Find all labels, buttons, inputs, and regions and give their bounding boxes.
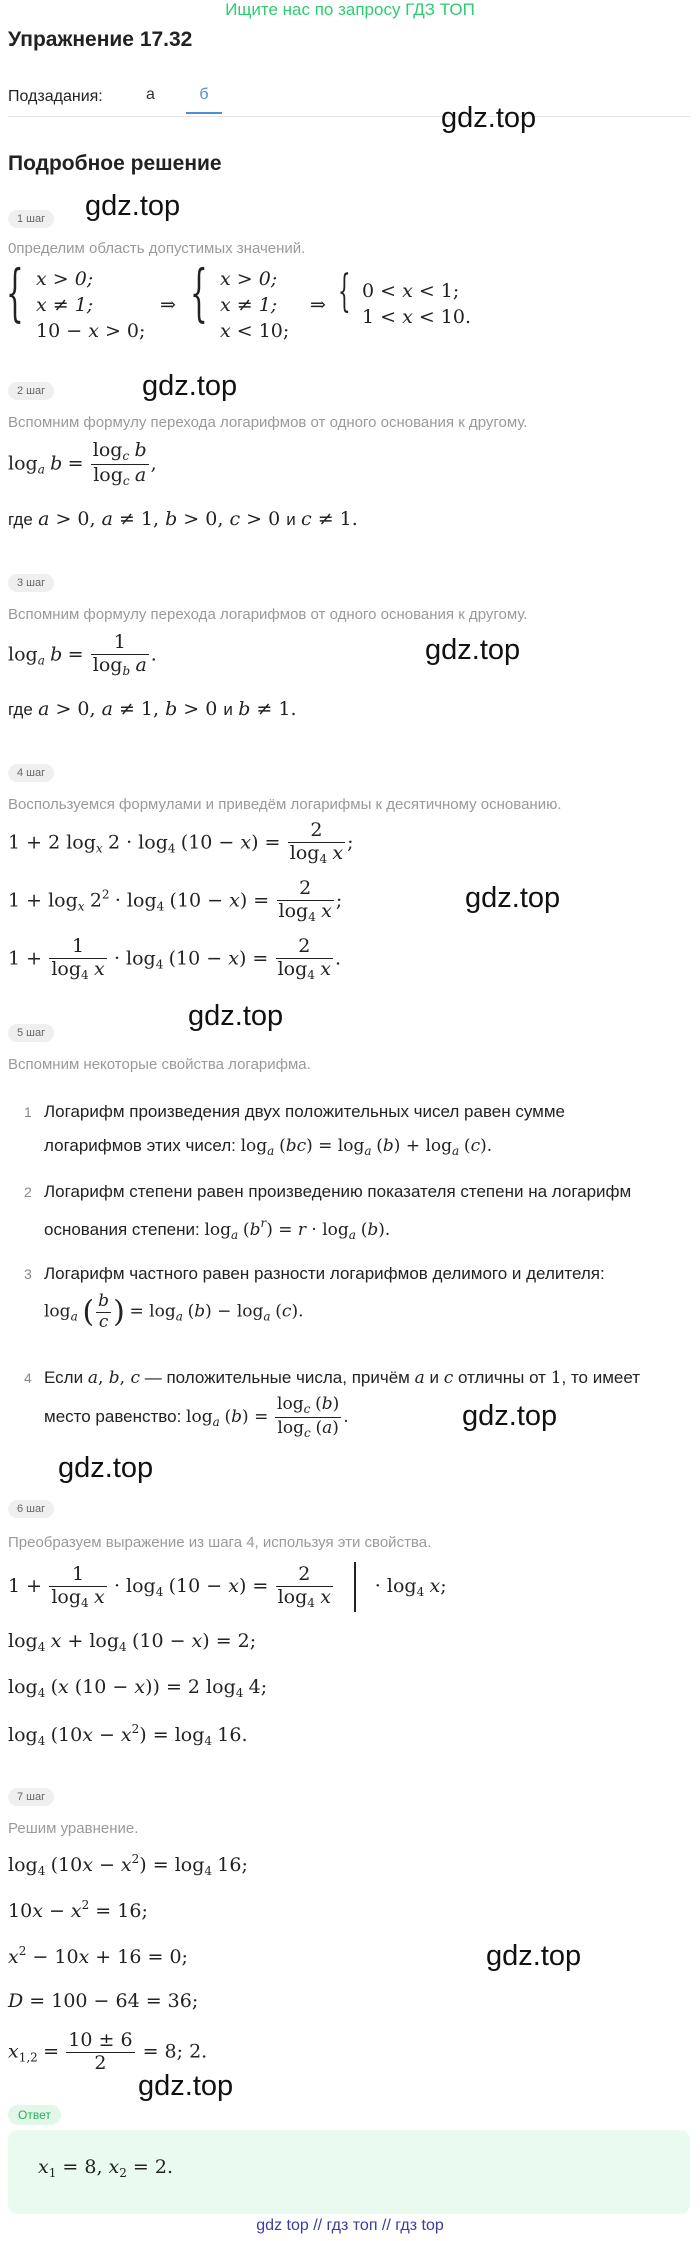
property-text: Логарифм частного равен разности логарифмов делимого и делителя: bbox=[44, 1264, 605, 1283]
step-note: Вспомним некоторые свойства логарифма. bbox=[8, 1056, 311, 1073]
watermark: gdz.top bbox=[58, 1452, 154, 1484]
equation-line: $\log_4 (10x - x^2) = \log_4 16$; bbox=[8, 1852, 248, 1878]
watermark: gdz.top bbox=[138, 2070, 234, 2102]
answer-badge: Ответ bbox=[8, 2105, 61, 2125]
step-note: Воспользуемся формулами и приведём логарифмы к десятичному основанию. bbox=[8, 796, 562, 813]
formula-conditions: где a > 0, a ≠ 1, b > 0 и b ≠ 1. bbox=[8, 698, 297, 720]
watermark: gdz.top bbox=[85, 190, 181, 222]
watermark: gdz.top bbox=[465, 882, 561, 914]
property-text: Если a, b, c — положительные числа, причём a и c отличны от 1, то имеет bbox=[44, 1368, 641, 1388]
watermark: gdz.top bbox=[462, 1400, 558, 1432]
equation-line: 1 + $\frac{1}{\log_4 x}$ · $\log_4 (10 - x)$ = $\frac{2}{\log_4 x}$ . bbox=[8, 935, 341, 982]
brace: { bbox=[6, 256, 24, 329]
subtask-tab-b[interactable]: б bbox=[186, 86, 222, 114]
equation-line: $10x - x^2 = 16$; bbox=[8, 1898, 148, 1922]
brace: { bbox=[190, 256, 208, 329]
subtask-tab-a[interactable]: а bbox=[146, 86, 155, 103]
equation-line: $\log_4 (10x - x^2) = \log_4 16$. bbox=[8, 1722, 248, 1748]
answer-text: $x_1 = 8$, $x_2 = 2$. bbox=[38, 2156, 174, 2180]
property-text: логарифмов этих чисел: $\log_a (bc) = \log_a (b) + \log_a (c)$. bbox=[44, 1136, 493, 1158]
equation-line: $1 + \log_x 2^2 \cdot \log_4 (10 - x)$ = $\frac{2}{\log_4 x}$ ; bbox=[8, 877, 343, 924]
list-item-number: 3 bbox=[24, 1266, 32, 1282]
step-badge: 5 шаг bbox=[8, 1024, 54, 1042]
subtasks-label: Подзадания: bbox=[8, 88, 103, 105]
step-note: Вспомним формулу перехода логарифмов от одного основания к другому. bbox=[8, 414, 528, 431]
equation-line: $x_{1,2}$ = $\frac{10 \pm 6}{2}$ = 8; 2. bbox=[8, 2029, 208, 2074]
step-badge: 2 шаг bbox=[8, 382, 54, 400]
footer-links[interactable]: gdz top // гдз топ // гдз top bbox=[256, 2217, 444, 2234]
property-text: место равенство: $\log_a (b)$ = $\frac{\log_c (b)}{\log_c (a)}$ . bbox=[44, 1394, 349, 1440]
equation-line: D = 100 − 64 = 36; bbox=[8, 1990, 199, 2012]
step-badge: 7 шаг bbox=[8, 1788, 54, 1806]
step-badge: 3 шаг bbox=[8, 574, 54, 592]
step-note: Преобразуем выражение из шага 4, используя эти свойства. bbox=[8, 1534, 432, 1551]
property-text: Логарифм произведения двух положительных чисел равен сумме bbox=[44, 1102, 566, 1121]
step-note: Вспомним формулу перехода логарифмов от одного основания к другому. bbox=[8, 606, 528, 623]
step-badge: 4 шаг bbox=[8, 764, 54, 782]
list-item-number: 4 bbox=[24, 1370, 32, 1386]
solution-title: Подробное решение bbox=[8, 152, 222, 175]
brace: { bbox=[338, 266, 351, 317]
list-item-number: 1 bbox=[24, 1104, 32, 1120]
watermark: gdz.top bbox=[425, 634, 521, 666]
property-text: Логарифм степени равен произведению показателя степени на логарифм bbox=[44, 1182, 632, 1201]
property-text: основания степени: $\log_a (b^r) = r \cdot \log_a (b)$. bbox=[44, 1216, 391, 1242]
property-text: $\log_a$ ( $\frac{b}{c}$ ) = $\log_a (b) - \log_a (c)$. bbox=[44, 1291, 304, 1332]
formula-conditions: где a > 0, a ≠ 1, b > 0, c > 0 и c ≠ 1. bbox=[8, 508, 358, 530]
watermark: gdz.top bbox=[142, 370, 238, 402]
step-note: Решим уравнение. bbox=[8, 1820, 139, 1837]
equation-line: $x^2 - 10x + 16 = 0$; bbox=[8, 1944, 188, 1968]
step-badge: 6 шаг bbox=[8, 1500, 54, 1518]
divider bbox=[8, 116, 690, 117]
equation-line: $\log_4 x + \log_4 (10 - x) = 2$; bbox=[8, 1630, 257, 1654]
top-search-hint[interactable]: Ищите нас по запросу ГДЗ ТОП bbox=[225, 0, 475, 19]
equation-line: $\log_4 (x$ (10 − x)) = 2 $\log_4 4$; bbox=[8, 1676, 268, 1700]
formula-change-base: $\log_a b$ = $\frac{\log_c b}{\log_c a}$ , bbox=[8, 439, 157, 488]
page-title: Упражнение 17.32 bbox=[8, 28, 193, 51]
formula-inverse-base: $\log_a b$ = $\frac{1}{\log_b a}$ . bbox=[8, 631, 157, 678]
equation-line: 1 + 2 $\log_x 2 \cdot \log_4 (10 - x)$ = $\frac{2}{\log_4 x}$ ; bbox=[8, 819, 354, 866]
step-note: 0пределим область допустимых значений. bbox=[8, 240, 306, 257]
equation-line: 1 + $\frac{1}{\log_4 x}$ · $\log_4 (10 - x)$ = $\frac{2}{\log_4 x}$ · $\log_4 x$; bbox=[8, 1562, 447, 1612]
watermark: gdz.top bbox=[188, 1000, 284, 1032]
step-badge: 1 шаг bbox=[8, 210, 54, 228]
answer-box bbox=[8, 2130, 690, 2214]
watermark: gdz.top bbox=[486, 1940, 582, 1972]
watermark: gdz.top bbox=[441, 102, 537, 134]
list-item-number: 2 bbox=[24, 1184, 32, 1200]
